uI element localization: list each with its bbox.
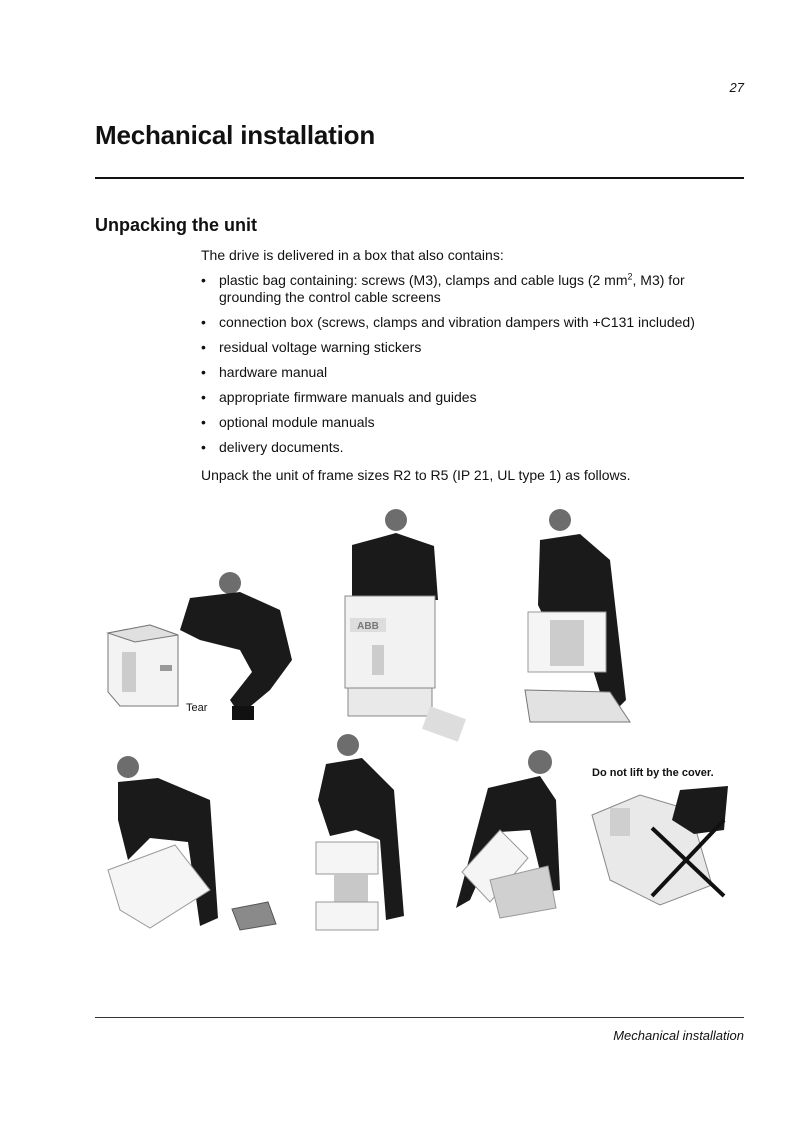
photo-lift-cushion	[525, 509, 630, 722]
chapter-title: Mechanical installation	[95, 120, 376, 150]
box-brand-logo: ABB	[357, 621, 379, 632]
list-item: • plastic bag containing: screws (M3), clamps and cable lugs (2 $mm^2$, M3) for grounding the control cable screens	[201, 272, 731, 306]
photo-unit-upright	[316, 734, 404, 930]
tear-label: Tear	[186, 702, 208, 714]
list-item: • optional module manuals	[201, 414, 731, 431]
warning-label: Do not lift by the cover.	[592, 767, 714, 779]
page-number: 27	[729, 80, 744, 95]
title-rule	[95, 177, 744, 179]
footer-rule	[95, 1017, 744, 1018]
outro-paragraph: Unpack the unit of frame sizes R2 to R5 (IP 21, UL type 1) as follows.	[201, 467, 631, 483]
list-item: • residual voltage warning stickers	[201, 339, 731, 356]
photo-lift-box-top	[345, 509, 466, 742]
photo-tear-box	[108, 572, 292, 720]
intro-paragraph: The drive is delivered in a box that also contains:	[201, 247, 504, 263]
photo-warning-cover	[592, 786, 728, 905]
list-item: • delivery documents.	[201, 439, 731, 456]
photo-carry-unit	[108, 756, 276, 930]
photo-tilt-unit	[456, 750, 560, 918]
contents-list	[201, 272, 731, 464]
footer-text: Mechanical installation	[613, 1028, 744, 1043]
section-title: Unpacking the unit	[95, 215, 257, 235]
list-item: • connection box (screws, clamps and vibration dampers with +C131 included)	[201, 314, 731, 331]
list-item: • hardware manual	[201, 364, 731, 381]
list-item: • appropriate firmware manuals and guides	[201, 389, 731, 406]
unpacking-photo-sequence	[0, 490, 793, 950]
